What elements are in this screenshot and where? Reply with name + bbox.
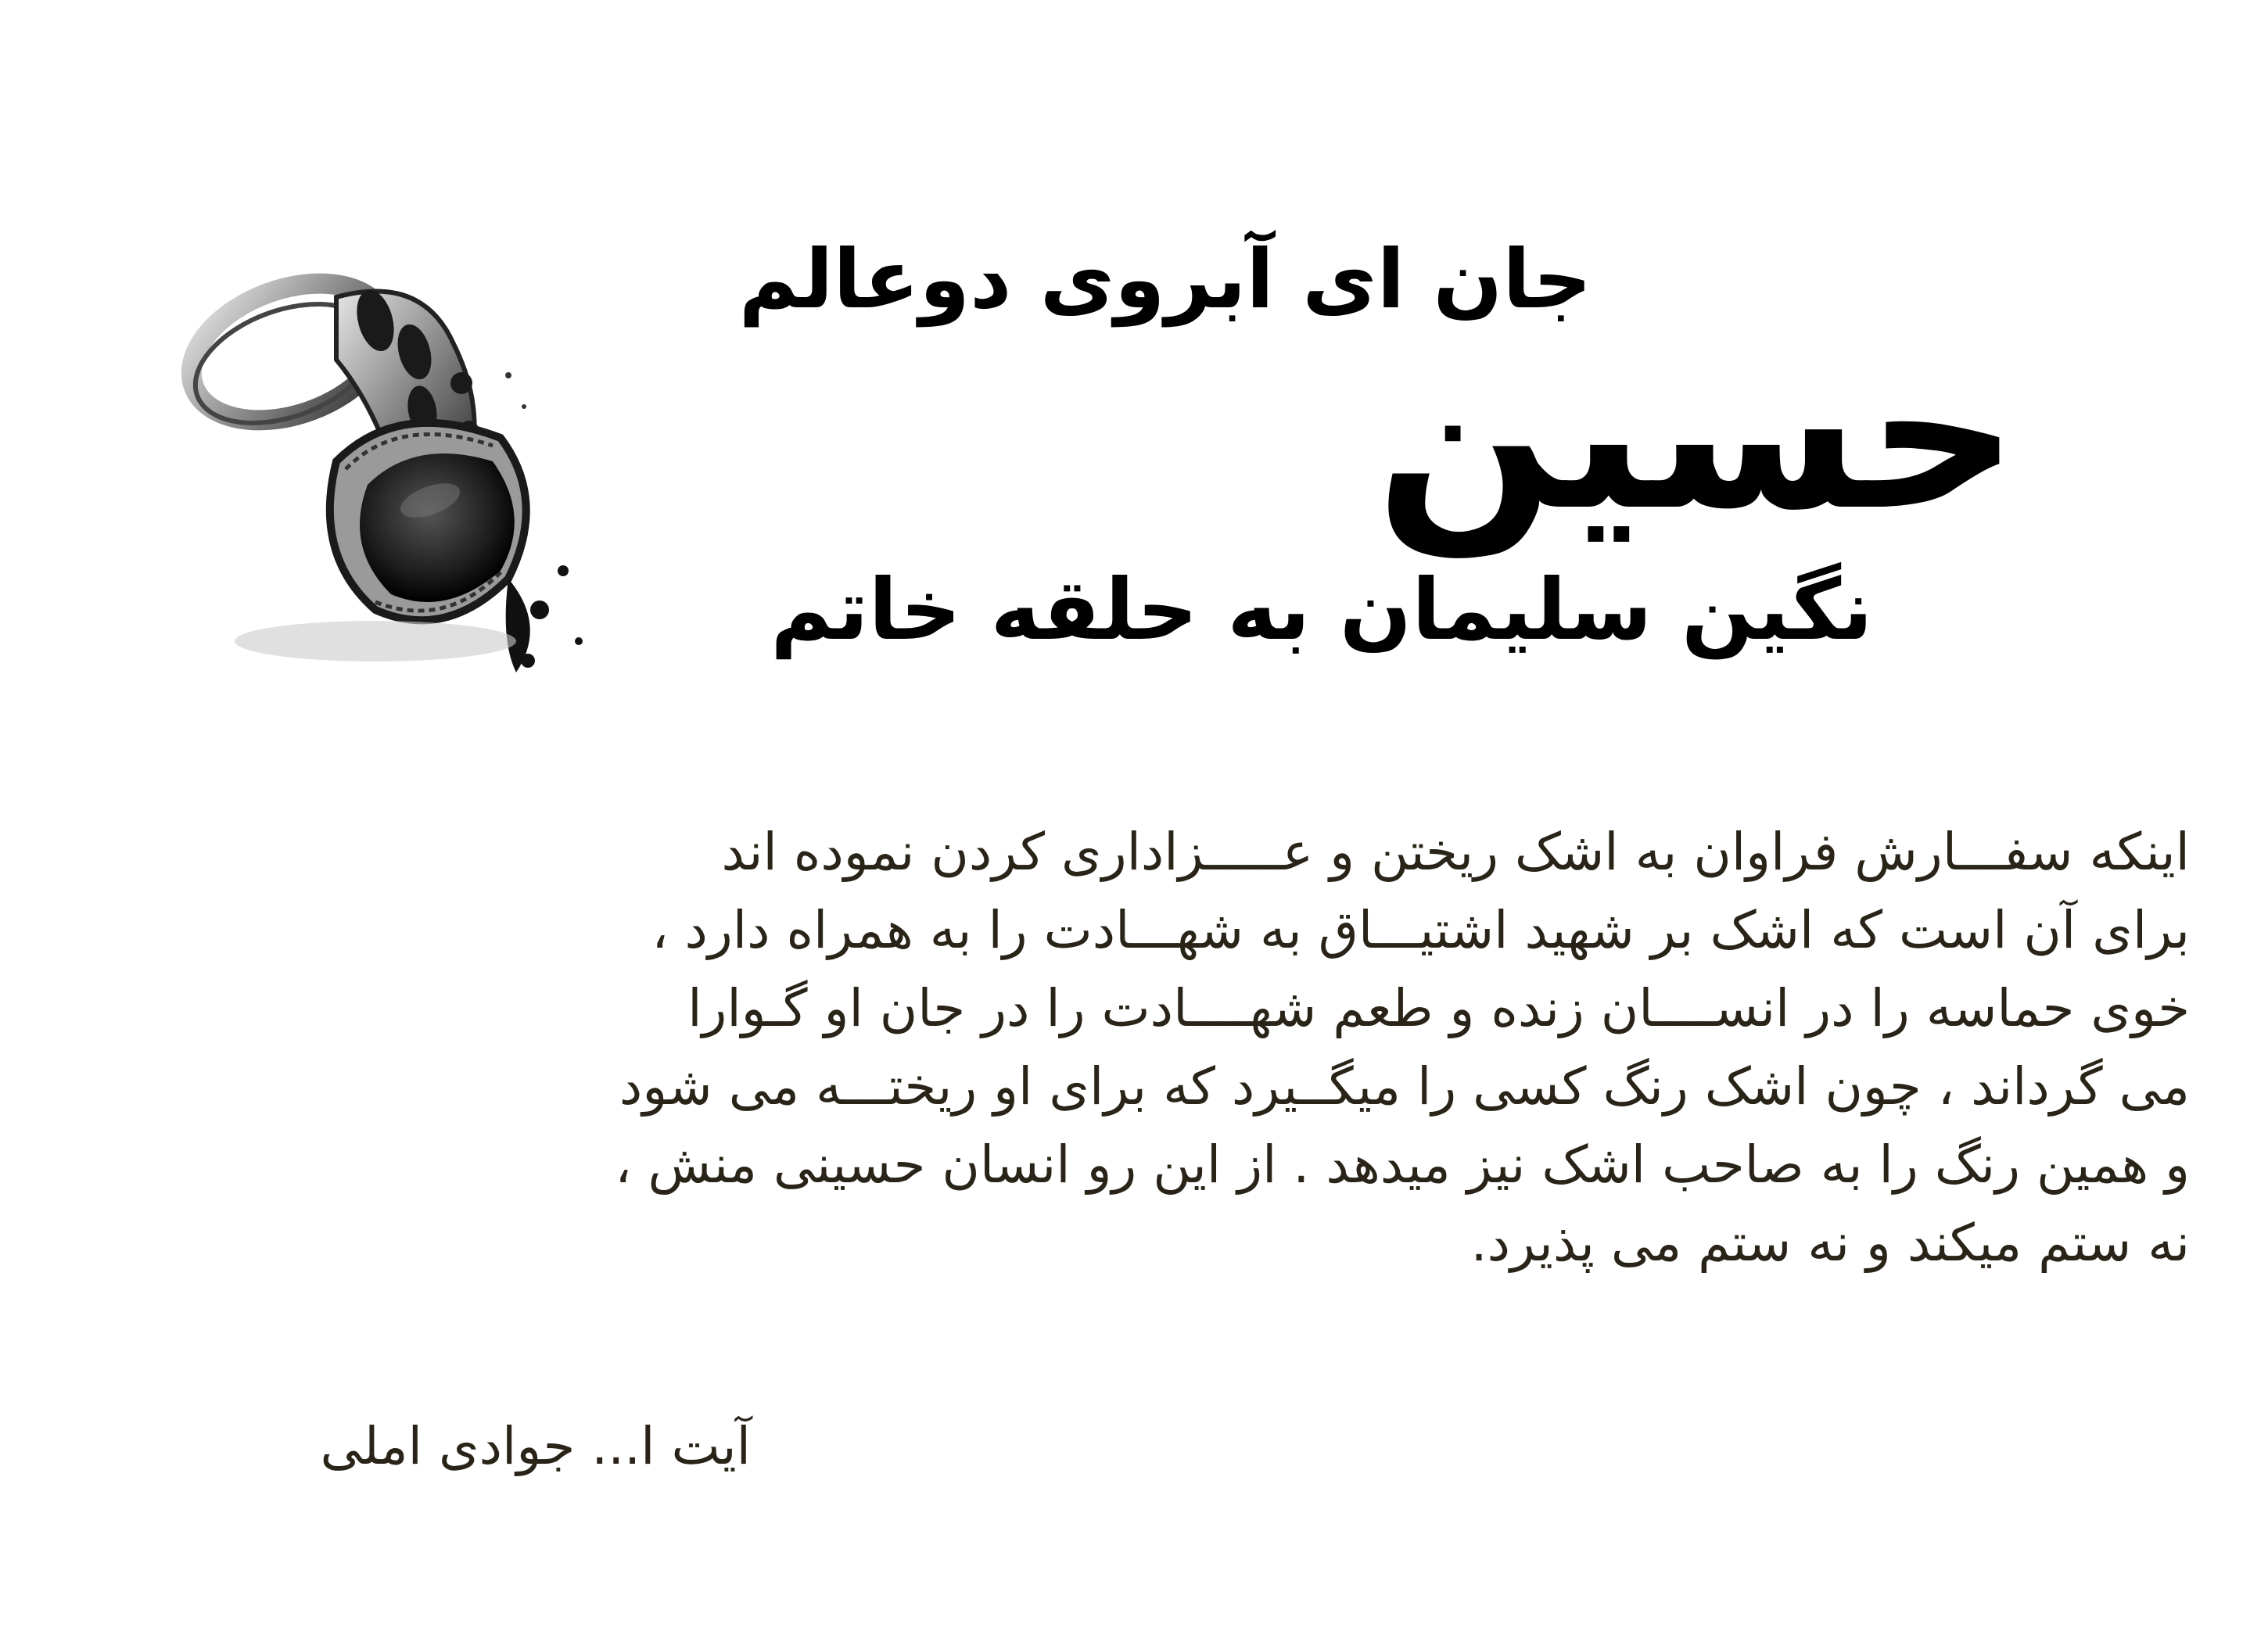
body-paragraph — [117, 813, 2190, 1282]
body-line: خوی حماسه را در انســــان زنده و طعم شهــــادت را در جان او گـوارا — [687, 978, 2190, 1038]
silver-ring-icon — [141, 203, 626, 704]
body-line: و همین رنگ را به صاحب اشک نیز میدهد . از این رو انسان حسینی منش ، — [615, 1135, 2190, 1195]
title-main-word: حسین — [1375, 310, 2019, 557]
title-top-line: جان ای آبروی دوعالم — [738, 231, 1592, 327]
body-line: اینکه سفـــارش فراوان به اشک ریختن و عـــــزاداری کردن نموده اند — [721, 822, 2190, 882]
body-line: برای آن است که اشک بر شهید اشتیـــاق به شهـــادت را به همراه دارد ، — [651, 900, 2190, 960]
attribution: آیت ا... جوادی املی — [320, 1416, 751, 1476]
body-line: می گرداند ، چون اشک رنگ کسی را میگــیرد که برای او ریختـــه می شود — [619, 1056, 2190, 1117]
title-bottom-line: نگین سلیمان به حلقه خاتم — [770, 561, 1873, 659]
body-line: نه ستم میکند و نه ستم می پذیرد. — [1470, 1213, 2190, 1273]
